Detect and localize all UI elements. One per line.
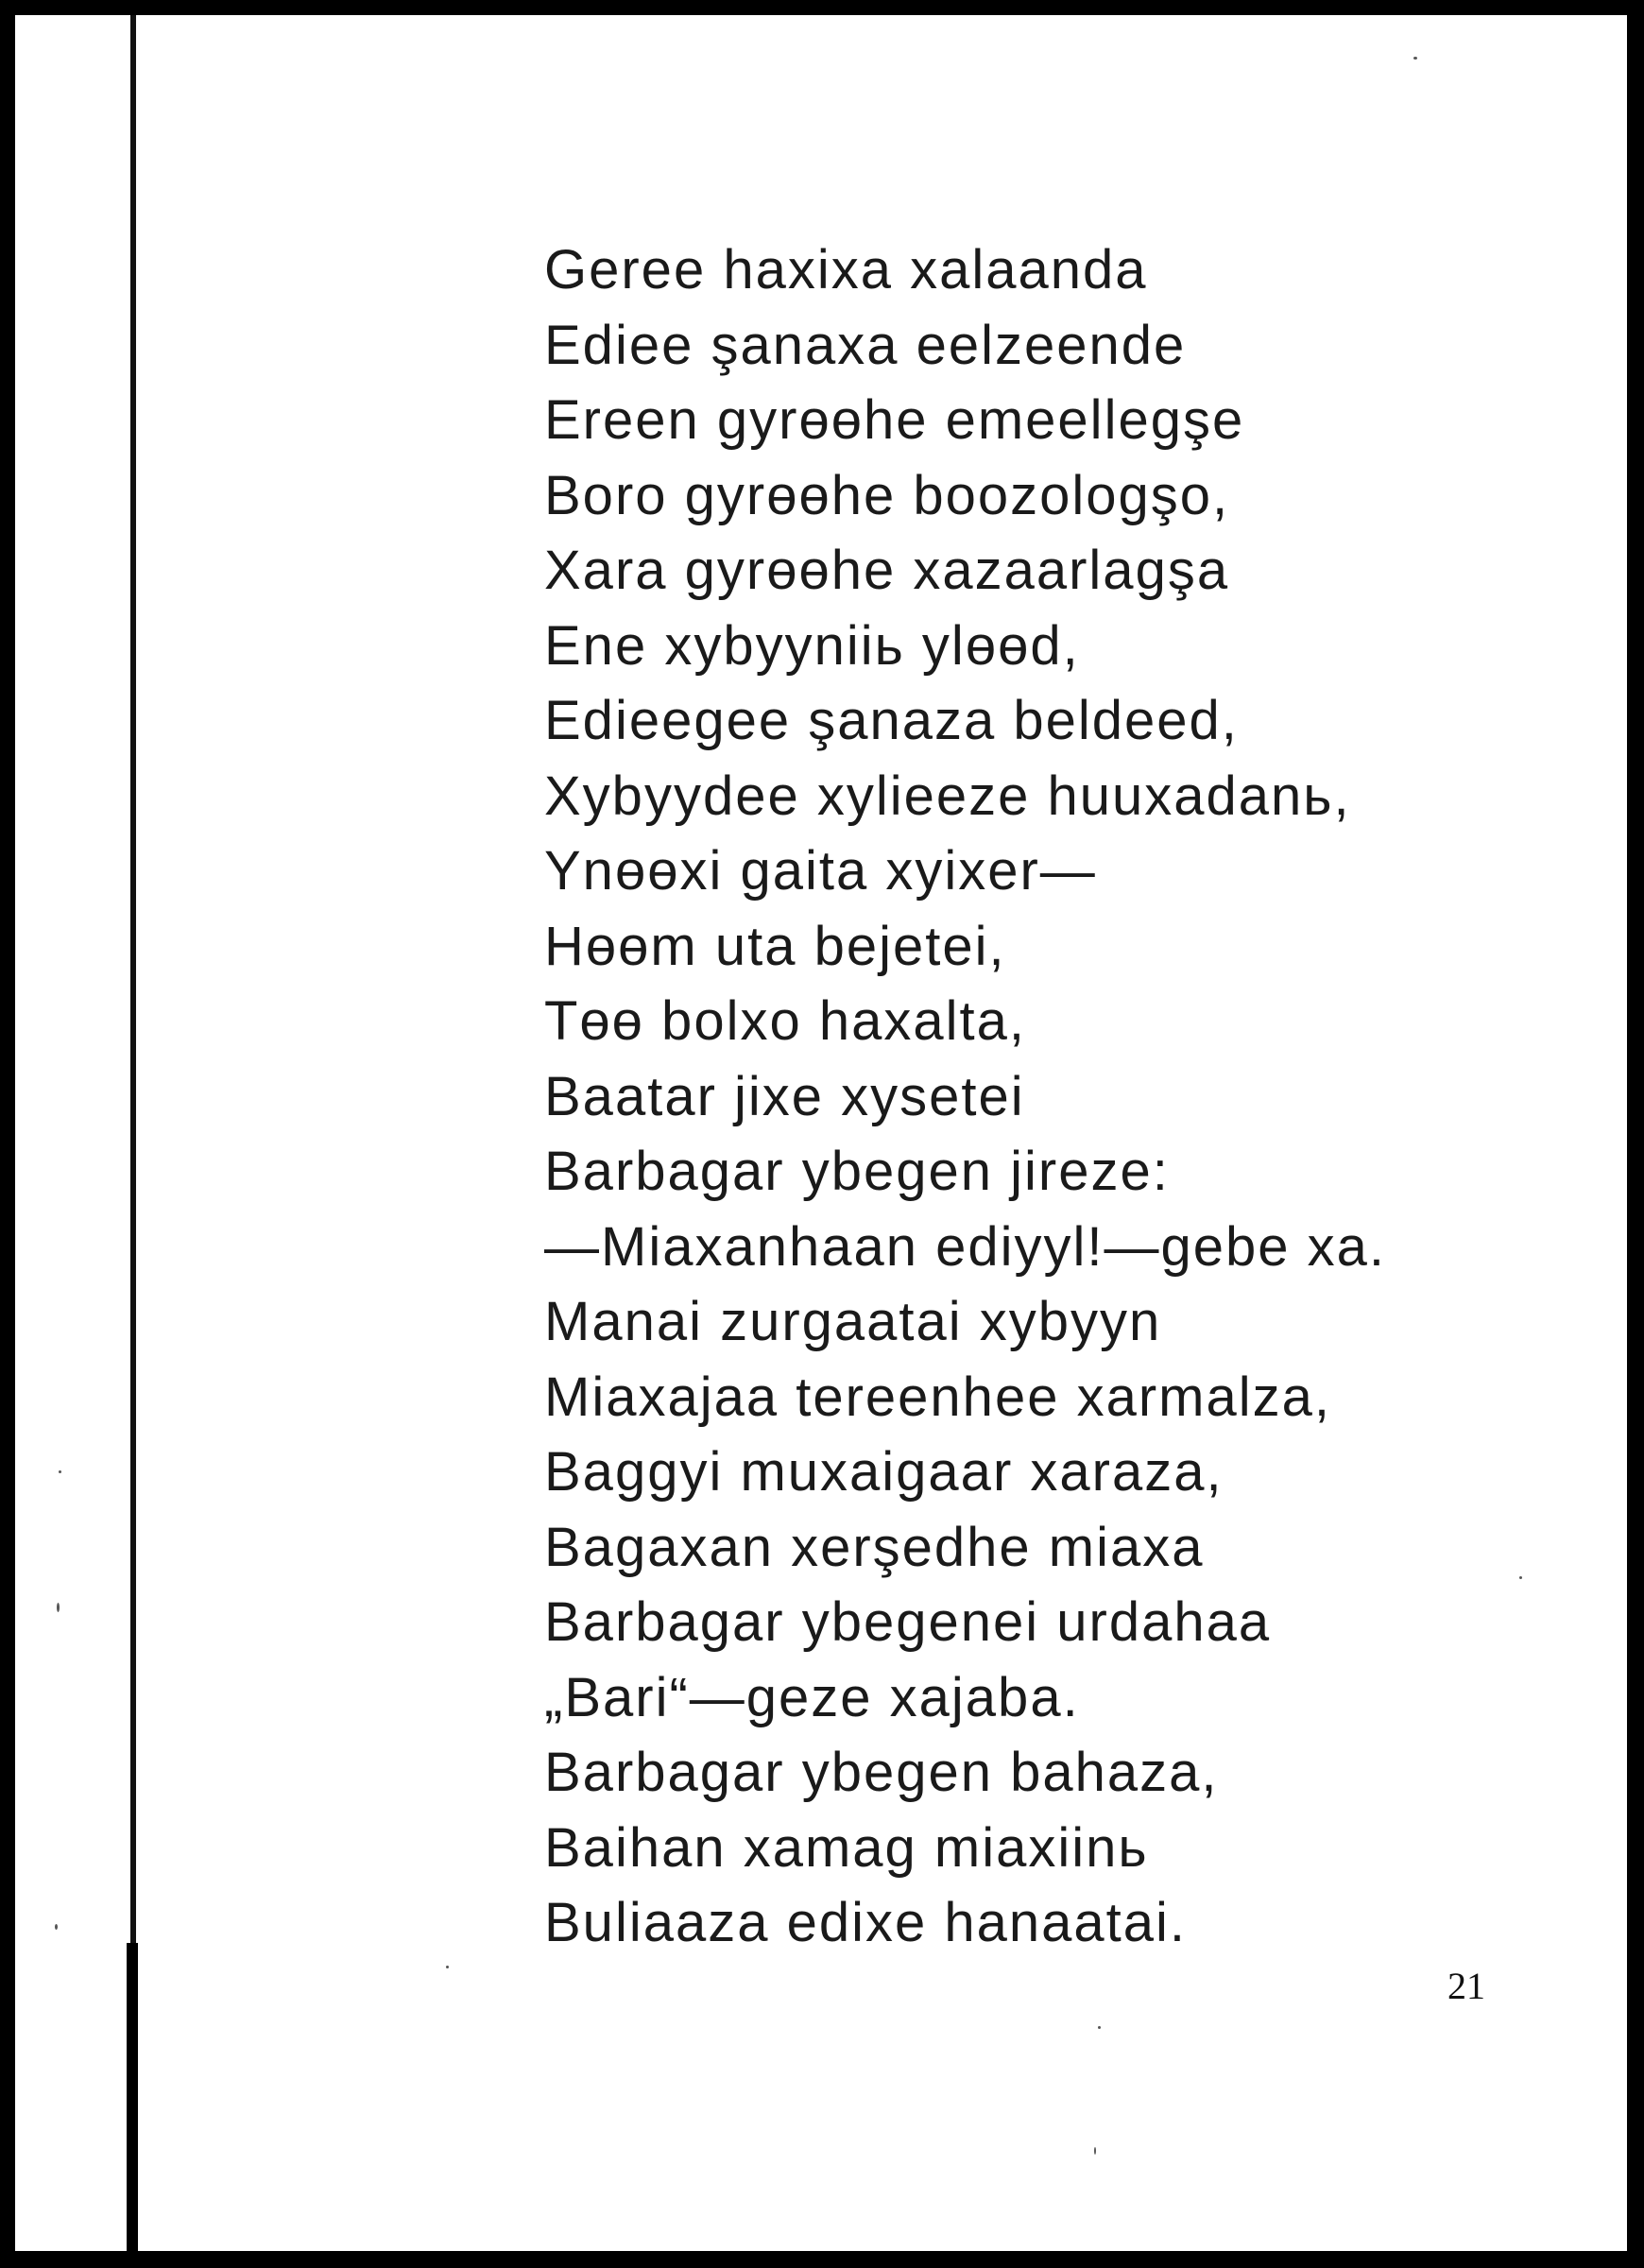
poem-text xyxy=(544,232,1386,1961)
poem-line: Ene xybyyniiь ylөөd, xyxy=(544,614,1080,677)
poem-line: Baihan xamag miaxiinь xyxy=(544,1816,1149,1879)
poem-line: —Miaxanhaan ediyyl!—gebe xa. xyxy=(544,1215,1387,1278)
poem-line: Boro gyrөөhe boozologşo, xyxy=(544,464,1230,526)
dust-speck xyxy=(446,1966,449,1968)
dust-speck xyxy=(55,1924,58,1930)
poem-line: Edieegee şanaza beldeed, xyxy=(544,690,1239,751)
poem-line: Ediee şanaxa eelzeende xyxy=(544,314,1187,376)
dust-speck xyxy=(57,1603,60,1612)
gutter-line xyxy=(130,15,136,2251)
poem-line: Baggyi muxaigaar xaraza, xyxy=(544,1441,1224,1503)
poem-line: Xara gyrөөhe xazaarlagşa xyxy=(544,540,1230,601)
poem-line: Geree haxixa xalaanda xyxy=(544,239,1148,301)
poem-line: Miaxajaa tereenhee xarmalza, xyxy=(544,1366,1331,1428)
poem-line: Hөөm uta bejetei, xyxy=(544,915,1006,977)
poem-line: Barbagar ybegenei urdahaa xyxy=(544,1591,1272,1653)
poem-line: Manai zurgaatai xybyyn xyxy=(544,1291,1162,1352)
book-page xyxy=(15,15,1627,2251)
poem-line: Tөө bolxo haxalta, xyxy=(544,990,1026,1052)
poem-line: Barbagar ybegen bahaza, xyxy=(544,1742,1219,1803)
poem-line: Ynөөxi gaita xyixer— xyxy=(544,840,1097,902)
dust-speck xyxy=(1413,57,1417,60)
poem-line: Ereen gyrөөhe emeellegşe xyxy=(544,389,1245,451)
gutter-shadow xyxy=(127,1943,138,2251)
dust-speck xyxy=(59,1470,61,1473)
poem-line: Barbagar ybegen jireze: xyxy=(544,1141,1170,1202)
page-number: 21 xyxy=(1447,1965,1485,2007)
dust-speck xyxy=(1094,2147,1096,2155)
poem-line: „Bari“—geze xajaba. xyxy=(544,1666,1080,1728)
dust-speck xyxy=(1098,2026,1101,2029)
poem-line: Baatar jixe xysetei xyxy=(544,1065,1025,1127)
poem-line: Buliaaza edixe hanaatai. xyxy=(544,1892,1188,1953)
poem-line: Xybyydee xylieeze huuxadanь, xyxy=(544,765,1351,827)
poem-line: Bagaxan xerşedhe miaxa xyxy=(544,1516,1205,1578)
dust-speck xyxy=(1519,1576,1522,1579)
